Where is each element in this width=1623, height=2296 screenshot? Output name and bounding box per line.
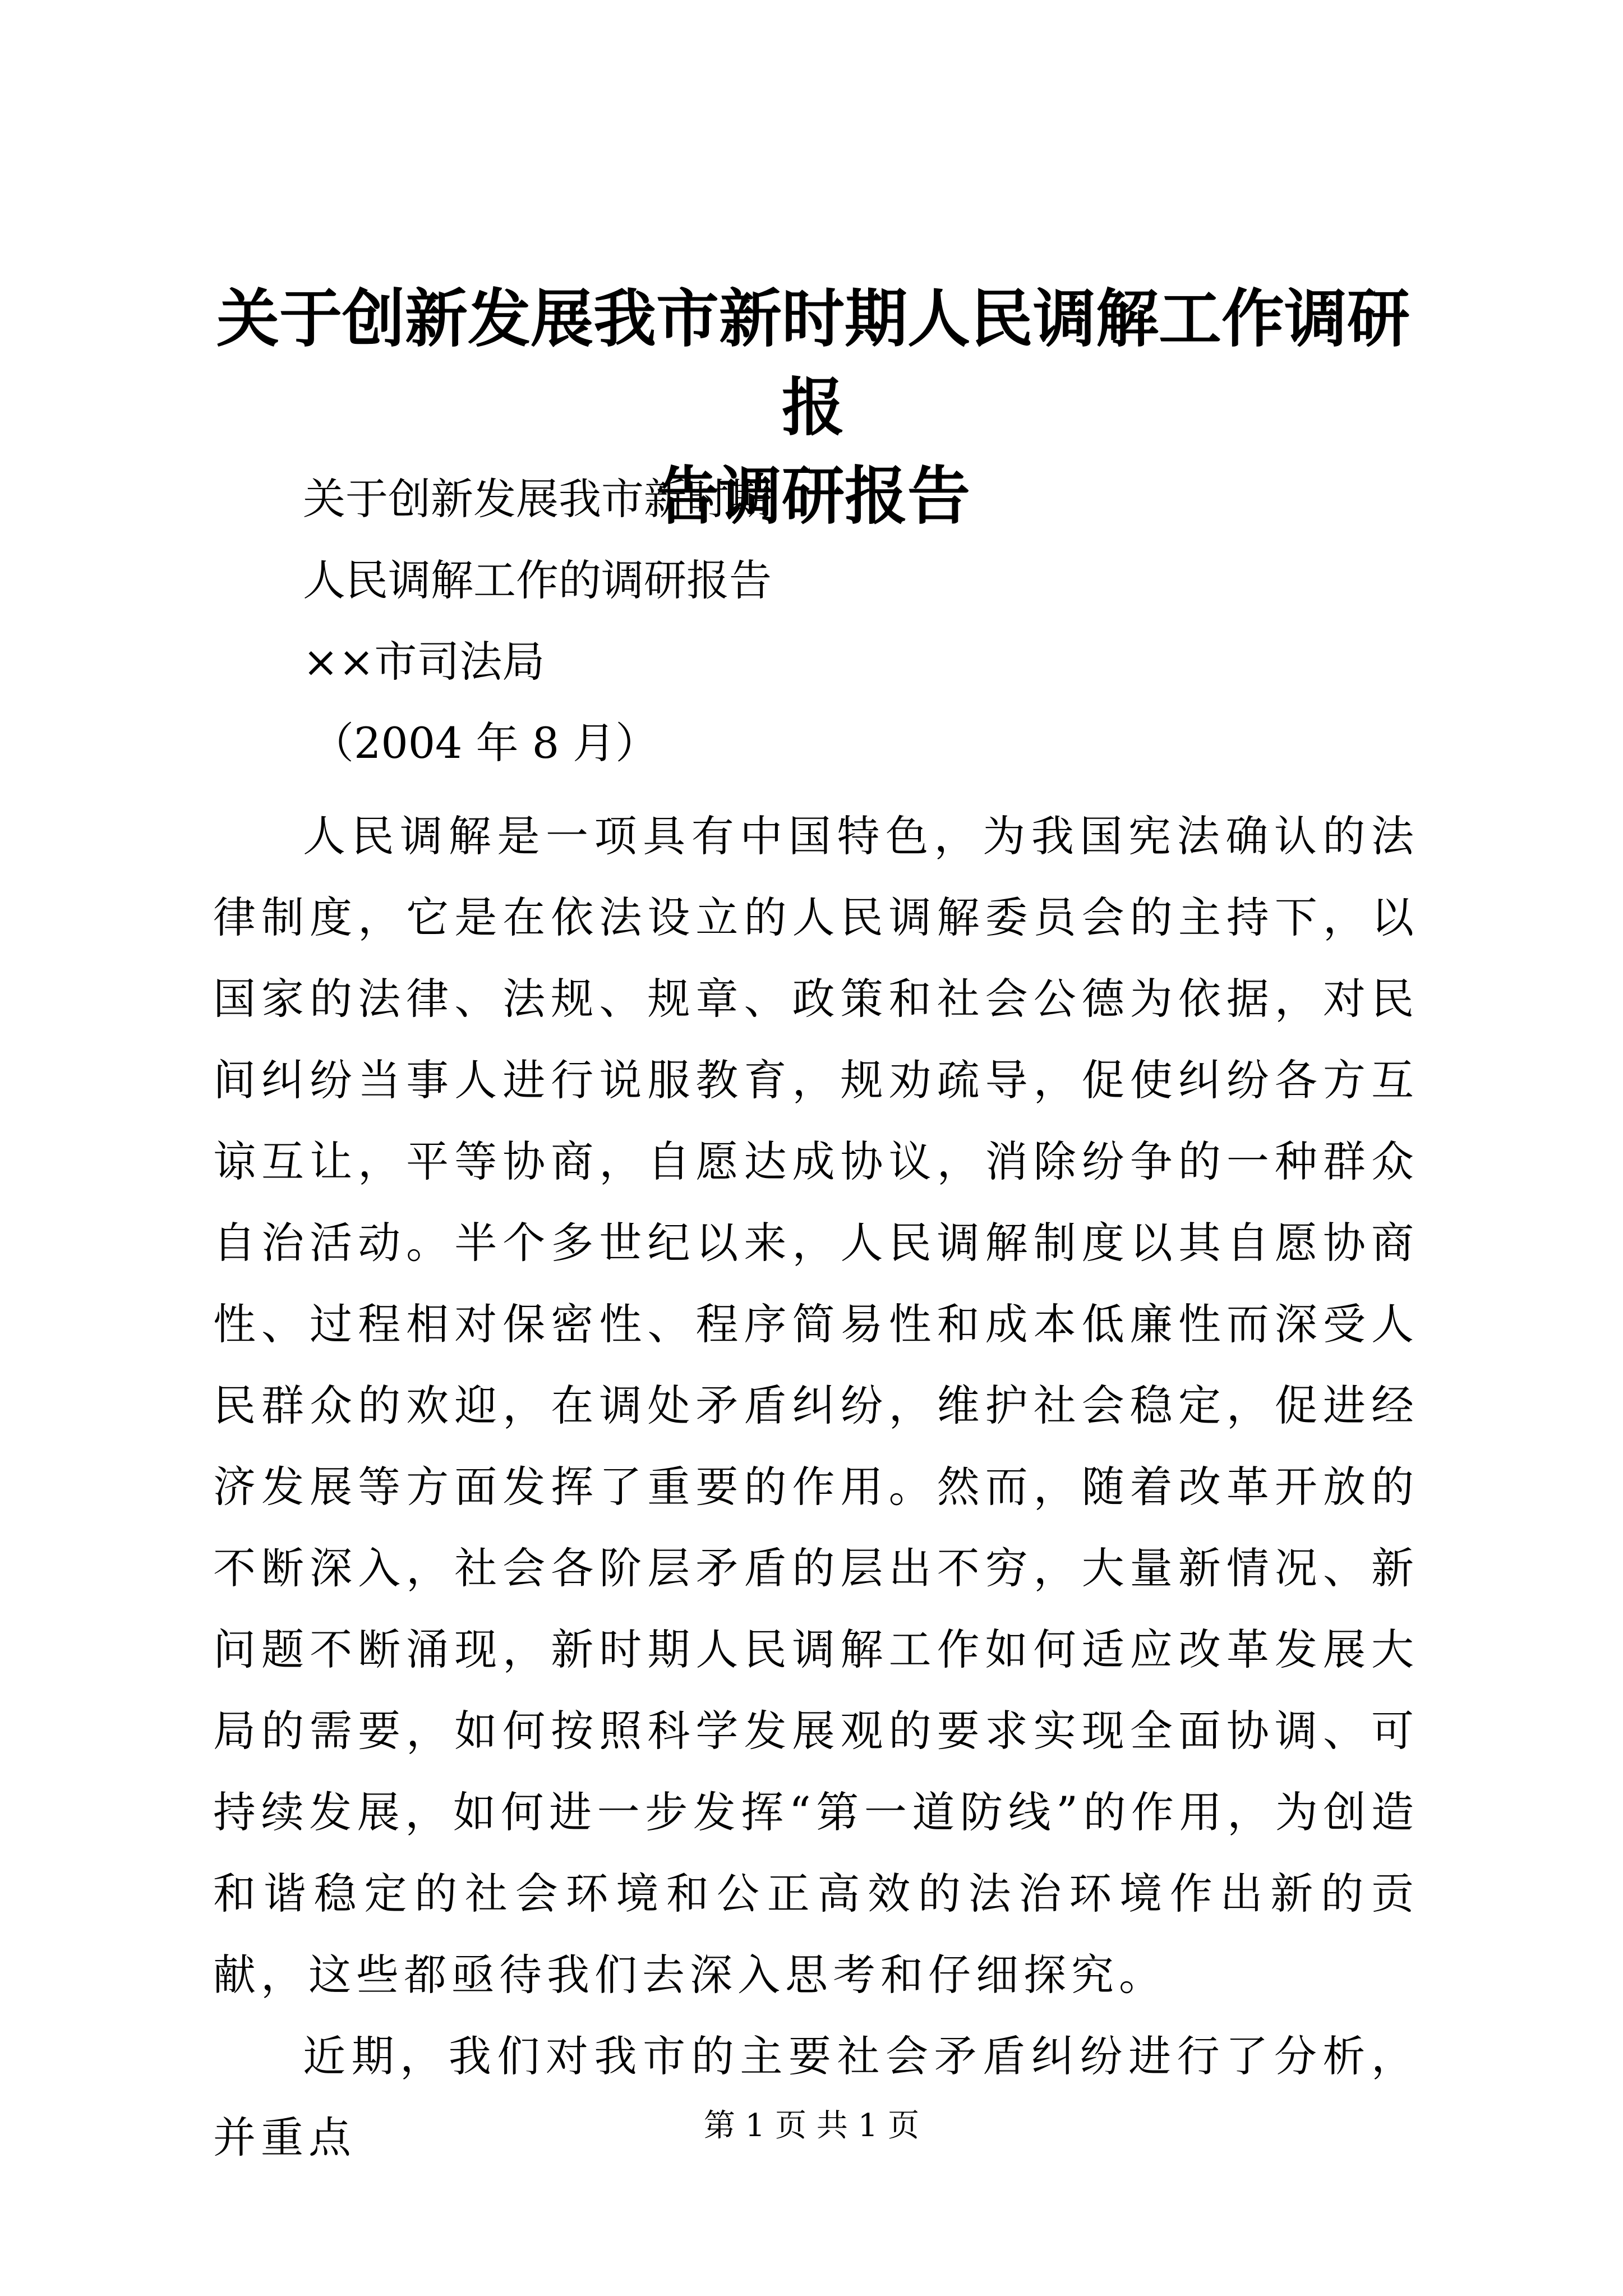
subtitle-line-1: 关于创新发展我市新时期 xyxy=(303,474,772,524)
page-footer: 第 1 页 共 1 页 xyxy=(703,2108,920,2144)
author-line: ××市司法局 xyxy=(303,637,545,687)
title-line-1: 关于创新发展我市新时期人民调解工作调研报 xyxy=(216,282,1410,444)
paragraph-2: 近期，我们对我市的主要社会矛盾纠纷进行了分析，并重点 xyxy=(213,2031,1419,2162)
date-line: （2004 年 8 月） xyxy=(311,718,658,768)
paragraph-1: 人民调解是一项具有中国特色，为我国宪法确认的法律制度，它是在依法设立的人民调解委员会的主持下，以国家的法律、法规、规章、政策和社会公德为依据，对民间纠纷当事人进行说服教育，规劝疏导，促使纠纷各方互谅互让，平等协商，自愿达成协议，消除纷争的一种群众自治活动。半个多世纪以来，人民调解制度以其自愿协商性、过程相对保密性、程序简易性和成本低廉性而深受人民群众的欢迎，在调处矛盾纠纷，维护社会稳定，促进经济发展等方面发挥了重要的作用。然而，随着改革开放的不断深入，社会各阶层矛盾的层出不穷，大量新情况、新问题不断涌现，新时期人民调解工作如何适应改革发展大局的需要，如何按照科学发展观的要求实现全面协调、可持续发展，如何进一步发挥“第一道防线”的作用，为创造和谐稳定的社会环境和公正高效的法治环境作出新的贡献，这些都亟待我们去深入思考和仔细探究。 xyxy=(213,811,1419,2000)
subtitle-line-2: 人民调解工作的调研报告 xyxy=(303,555,772,605)
body-text xyxy=(213,795,1419,2178)
title-line-2: 告调研报告 xyxy=(656,459,970,533)
